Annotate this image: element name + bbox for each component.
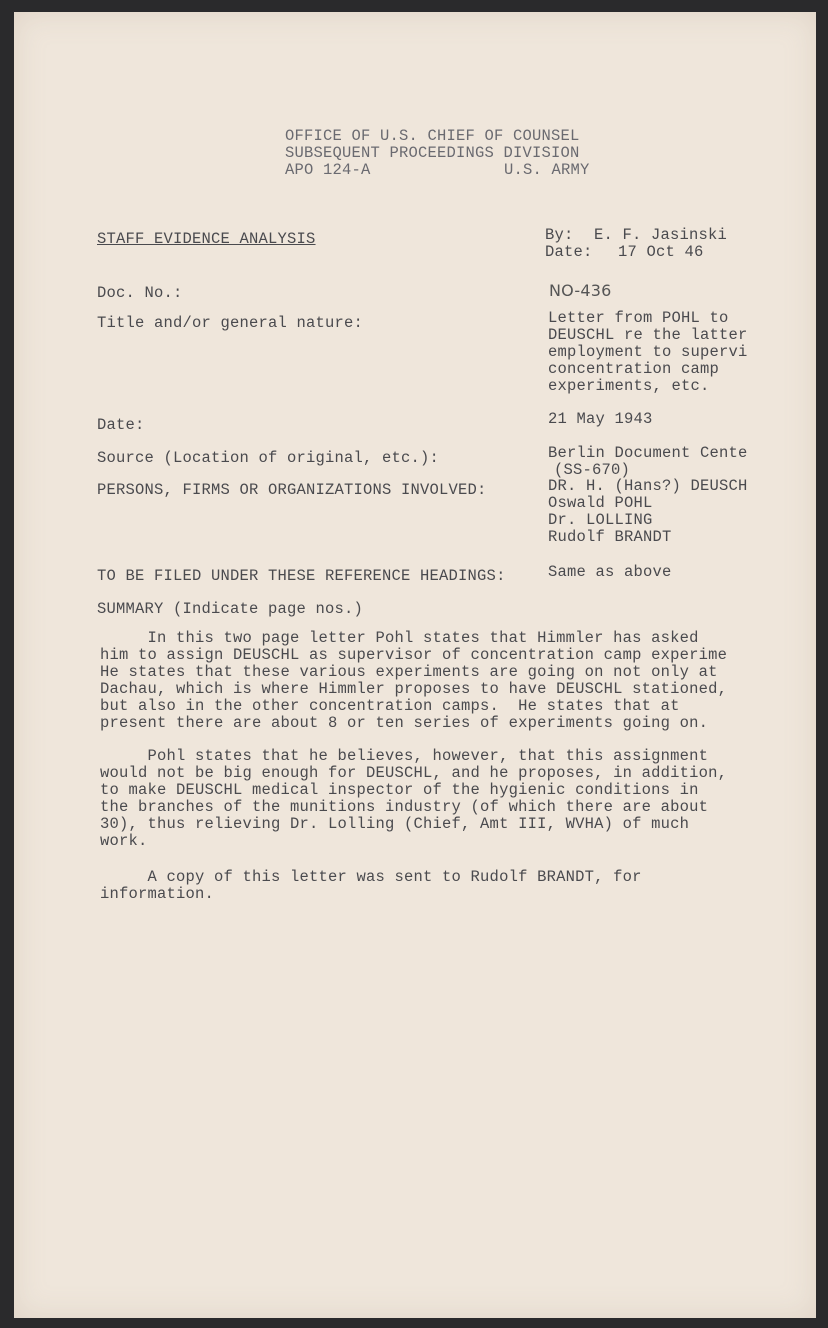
summary-p1-line-4: Dachau, which is where Himmler proposes to have DEUSCHL stationed, [100, 680, 728, 698]
title-label: Title and/or general nature: [97, 314, 364, 332]
summary-p2-line-1: Pohl states that he believes, however, that this assignment [100, 747, 709, 765]
summary-p2-line-3: to make DEUSCHL medical inspector of the hygienic conditions in [100, 781, 699, 799]
summary-p1-line-1: In this two page letter Pohl states that Himmler has asked [100, 629, 699, 647]
summary-p2-line-5: 30), thus relieving Dr. Lolling (Chief, Amt III, WVHA) of much [100, 815, 690, 833]
by-value: E. F. Jasinski [594, 226, 728, 244]
summary-p3-line-2: information. [100, 885, 215, 903]
title-value-line-1: Letter from POHL to [548, 309, 729, 327]
date-label: Date: [97, 416, 145, 434]
summary-p1-line-2: him to assign DEUSCHL as supervisor of concentration camp experime [100, 646, 728, 664]
analysis-title: STAFF EVIDENCE ANALYSIS [97, 230, 316, 248]
analysis-date-value: 17 Oct 46 [618, 243, 704, 261]
summary-label: SUMMARY (Indicate page nos.) [97, 600, 364, 618]
title-value-line-3: employment to supervi [548, 343, 748, 361]
doc-no-value: NO-436 [549, 281, 612, 300]
title-value-line-4: concentration camp [548, 360, 720, 378]
summary-p1-line-3: He states that these various experiments are going on not only at [100, 663, 718, 681]
persons-value-line-2: Oswald POHL [548, 494, 653, 512]
persons-label: PERSONS, FIRMS OR ORGANIZATIONS INVOLVED: [97, 481, 487, 499]
header-line-2: SUBSEQUENT PROCEEDINGS DIVISION [285, 144, 580, 162]
title-value-line-2: DEUSCHL re the latter [548, 326, 748, 344]
doc-no-label: Doc. No.: [97, 284, 183, 302]
source-value-line-1: Berlin Document Cente [548, 444, 748, 462]
summary-p2-line-4: the branches of the munitions industry (of which there are about [100, 798, 709, 816]
date-value: 21 May 1943 [548, 410, 653, 428]
header-line-3-left: APO 124-A [285, 161, 371, 179]
source-value-line-2: (SS-670) [554, 461, 631, 479]
source-label: Source (Location of original, etc.): [97, 449, 440, 467]
reference-value: Same as above [548, 563, 672, 581]
title-value-line-5: experiments, etc. [548, 377, 710, 395]
summary-p1-line-6: present there are about 8 or ten series of experiments going on. [100, 714, 709, 732]
summary-p2-line-2: would not be big enough for DEUSCHL, and he proposes, in addition, [100, 764, 728, 782]
by-label: By: [545, 226, 574, 244]
document-page [14, 12, 816, 1318]
reference-label: TO BE FILED UNDER THESE REFERENCE HEADINGS: [97, 567, 506, 585]
persons-value-line-1: DR. H. (Hans?) DEUSCH [548, 477, 748, 495]
persons-value-line-3: Dr. LOLLING [548, 511, 653, 529]
header-line-1: OFFICE OF U.S. CHIEF OF COUNSEL [285, 127, 580, 145]
summary-p1-line-5: but also in the other concentration camps. He states that at [100, 697, 680, 715]
summary-p3-line-1: A copy of this letter was sent to Rudolf BRANDT, for [100, 868, 642, 886]
summary-p2-line-6: work. [100, 832, 148, 850]
persons-value-line-4: Rudolf BRANDT [548, 528, 672, 546]
header-line-3-right: U.S. ARMY [504, 161, 590, 179]
analysis-date-label: Date: [545, 243, 593, 261]
